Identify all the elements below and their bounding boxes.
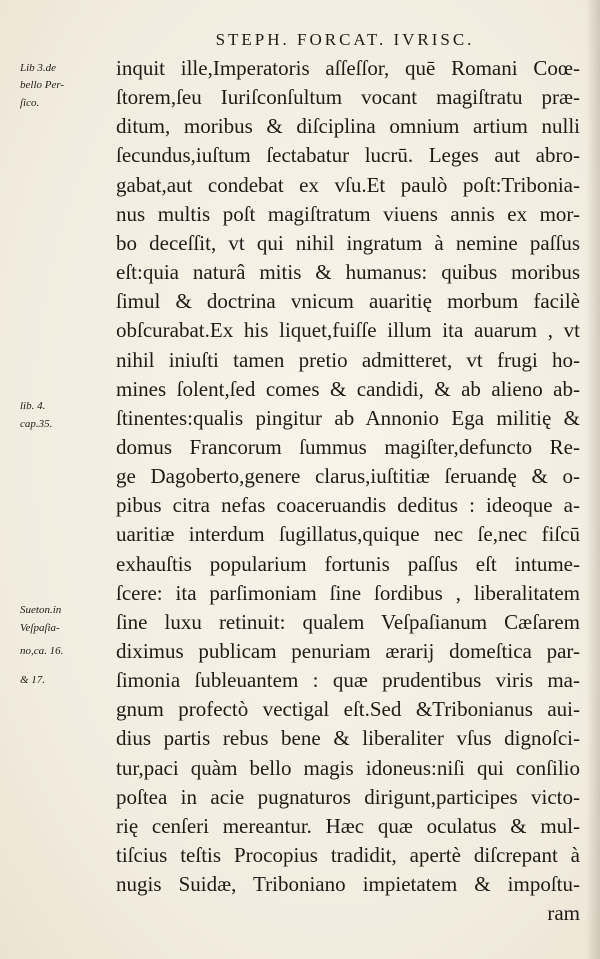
margin-note: Lib 3.de xyxy=(20,62,57,74)
text-line: nus multis poſt magiſtratum viuens annis ex mor- xyxy=(116,201,580,226)
margin-note: bello Per- xyxy=(20,79,65,92)
text-line: exhauſtis popularium fortunis paſſus eſt intume- xyxy=(116,551,580,576)
text-line: gnum profectò vectigal eſt.Sed &Tribonianus aui- xyxy=(116,697,580,722)
text-line: ſtinentes:qualis pingitur ab Annonio Ega militię & xyxy=(116,405,580,430)
margin-note: Sueton.in xyxy=(20,604,62,617)
margin-note: & 17. xyxy=(20,674,46,687)
text-line: pibus citra nefas coaceruandis deditus : ideoque a- xyxy=(116,493,580,518)
text-line: obſcurabat.Ex his liquet,fuiſſe illum ita auarum , vt xyxy=(116,318,580,343)
text-line: uaritiæ interdum ſugillatus,quique nec ſe,nec fiſcū xyxy=(116,522,580,547)
text-line: ſimul & doctrina vnicum auaritię morbum facilè xyxy=(116,289,580,314)
text-line: ditum, moribus & diſciplina omnium artium nulli xyxy=(116,114,580,139)
text-line: diximus publicam penuriam ærarij domeſtica par- xyxy=(116,639,580,663)
running-head: STEPH. FORCAT. IVRISC. xyxy=(215,30,475,49)
text-line: poſtea in acie pugnaturos dirigunt,participes victo- xyxy=(116,784,580,809)
margin-note: ſico. xyxy=(20,96,40,109)
text-line: gabat,aut condebat ex vſu.Et paulò poſt:Tribonia- xyxy=(116,172,580,197)
text-line: ſimonia ſubleuantem : quæ prudentibus viris ma- xyxy=(116,668,580,693)
text-line: dius partis rebus bene & liberaliter vſus dignoſci- xyxy=(116,726,580,751)
text-line: nihil iniuſti tamen pretio admitteret, vt frugi ho- xyxy=(116,347,580,372)
text-line: ſecundus,iuſtum ſectabatur lucrū. Leges aut abro- xyxy=(116,143,580,168)
margin-note: Veſpaſia- xyxy=(20,621,60,634)
margin-note: no,ca. 16. xyxy=(20,645,64,657)
text-line: tiſcius teſtis Procopius tradidit, apertè diſcrepant à xyxy=(116,843,580,868)
text-line: rię cenſeri mereantur. Hæc quæ oculatus & mul- xyxy=(116,813,580,838)
text-line: tur,paci quàm bello magis idoneus:niſi qui conſilio xyxy=(116,755,580,780)
text-line: nugis Suidæ, Triboniano impietatem & impoſtu- xyxy=(116,872,580,897)
text-line: domus Francorum ſummus magiſter,defuncto Re- xyxy=(116,434,580,459)
page-edge-shadow xyxy=(586,0,600,959)
text-line: ram xyxy=(547,901,580,926)
text-line: inquit ille,Imperatoris aſſeſſor, quē Romani Coœ- xyxy=(116,56,580,80)
margin-note: lib. 4. xyxy=(20,400,46,413)
margin-note: cap.35. xyxy=(20,417,53,430)
text-line: eſt:quia naturâ mitis & humanus: quibus moribus xyxy=(116,260,580,285)
text-line: ge Dagoberto,genere clarus,iuſtitiæ ſeruandę & o- xyxy=(116,464,580,489)
text-line: bo deceſſit, vt qui nihil ingratum à nemine paſſus xyxy=(116,230,580,255)
text-line: ſine luxu retinuit: qualem Veſpaſianum Cæſarem xyxy=(116,609,580,634)
text-line: ſcere: ita parſimoniam ſine ſordibus , liberalitatem xyxy=(116,580,580,605)
text-line: mines ſolent,ſed comes & candidi, & ab alieno ab- xyxy=(116,376,580,401)
text-line: ſtorem,ſeu Iuriſconſultum vocant magiſtratu præ- xyxy=(116,85,580,110)
